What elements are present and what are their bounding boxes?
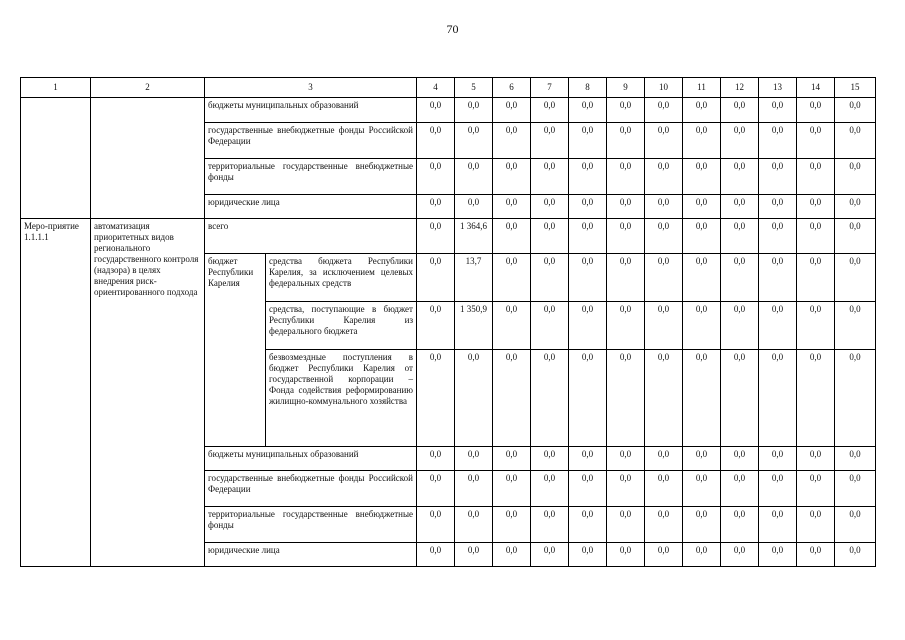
value-cell: 0,0: [455, 98, 493, 123]
value-cell: 0,0: [455, 471, 493, 507]
value-cell: 0,0: [531, 123, 569, 159]
value-cell: 0,0: [645, 98, 683, 123]
value-cell: 0,0: [835, 219, 876, 254]
value-cell: 0,0: [683, 302, 721, 350]
event-name: автоматизация приоритетных видов регионального государственного контроля (надзора) в целях внедрения риск-ориентированного подхода: [91, 219, 205, 567]
header-row: [21, 78, 876, 98]
value-cell: 0,0: [835, 254, 876, 302]
value-cell: 0,0: [645, 543, 683, 567]
value-cell: 0,0: [607, 254, 645, 302]
value-cell: 0,0: [569, 159, 607, 195]
empty-cell: [21, 98, 91, 219]
value-cell: 0,0: [683, 123, 721, 159]
value-cell: 0,0: [683, 543, 721, 567]
value-cell: 0,0: [607, 123, 645, 159]
column-header: 14: [797, 78, 835, 98]
value-cell: 0,0: [493, 159, 531, 195]
value-cell: 0,0: [797, 302, 835, 350]
value-cell: 0,0: [721, 302, 759, 350]
value-cell: 0,0: [607, 350, 645, 447]
value-cell: 0,0: [797, 123, 835, 159]
value-cell: 0,0: [721, 350, 759, 447]
value-cell: 0,0: [721, 507, 759, 543]
event-code: Меро-приятие 1.1.1.1: [21, 219, 91, 567]
row-label: бюджеты муниципальных образований: [205, 447, 417, 471]
column-header: 9: [607, 78, 645, 98]
value-cell: 0,0: [835, 471, 876, 507]
budget-table: [20, 77, 876, 567]
value-cell: 0,0: [607, 195, 645, 219]
value-cell: 0,0: [645, 350, 683, 447]
value-cell: 0,0: [455, 123, 493, 159]
value-cell: 0,0: [797, 219, 835, 254]
value-cell: 0,0: [759, 123, 797, 159]
value-cell: 0,0: [531, 543, 569, 567]
column-header: 3: [205, 78, 417, 98]
row-label: территориальные государственные внебюджетные фонды: [205, 159, 417, 195]
row-label: средства, поступающие в бюджет Республики Карелия из федерального бюджета: [266, 302, 417, 350]
value-cell: 0,0: [721, 447, 759, 471]
value-cell: 0,0: [683, 98, 721, 123]
value-cell: 0,0: [455, 507, 493, 543]
value-cell: 0,0: [569, 123, 607, 159]
value-cell: 0,0: [835, 123, 876, 159]
budget-group-label: бюджет Республики Карелия: [205, 254, 266, 447]
value-cell: 0,0: [645, 507, 683, 543]
row-label: государственные внебюджетные фонды Российской Федерации: [205, 123, 417, 159]
value-cell: 0,0: [569, 98, 607, 123]
value-cell: 0,0: [607, 507, 645, 543]
value-cell: 0,0: [531, 350, 569, 447]
value-cell: 0,0: [683, 447, 721, 471]
value-cell: 0,0: [797, 195, 835, 219]
column-header: 12: [721, 78, 759, 98]
column-header: 10: [645, 78, 683, 98]
value-cell: 0,0: [531, 98, 569, 123]
value-cell: 0,0: [569, 543, 607, 567]
value-cell: 0,0: [569, 195, 607, 219]
value-cell: 0,0: [417, 159, 455, 195]
column-header: 6: [493, 78, 531, 98]
value-cell: 0,0: [417, 471, 455, 507]
value-cell: 0,0: [645, 195, 683, 219]
value-cell: 0,0: [645, 471, 683, 507]
value-cell: 0,0: [417, 543, 455, 567]
value-cell: 0,0: [835, 350, 876, 447]
value-cell: 0,0: [759, 254, 797, 302]
value-cell: 0,0: [759, 350, 797, 447]
value-cell: 0,0: [531, 159, 569, 195]
value-cell: 0,0: [417, 98, 455, 123]
value-cell: 0,0: [607, 302, 645, 350]
value-cell: 0,0: [721, 471, 759, 507]
value-cell: 0,0: [721, 195, 759, 219]
value-cell: 0,0: [455, 447, 493, 471]
value-cell: 0,0: [493, 254, 531, 302]
row-label: бюджеты муниципальных образований: [205, 98, 417, 123]
value-cell: 0,0: [569, 350, 607, 447]
value-cell: 0,0: [721, 159, 759, 195]
value-cell: 0,0: [835, 159, 876, 195]
column-header: 8: [569, 78, 607, 98]
value-cell: 0,0: [417, 350, 455, 447]
column-header: 13: [759, 78, 797, 98]
value-cell: 0,0: [721, 98, 759, 123]
value-cell: 0,0: [835, 447, 876, 471]
value-cell: 0,0: [417, 254, 455, 302]
value-cell: 0,0: [797, 447, 835, 471]
value-cell: 1 364,6: [455, 219, 493, 254]
value-cell: 0,0: [759, 195, 797, 219]
value-cell: 0,0: [683, 254, 721, 302]
value-cell: 0,0: [493, 123, 531, 159]
value-cell: 0,0: [607, 447, 645, 471]
value-cell: 0,0: [645, 447, 683, 471]
value-cell: 0,0: [759, 302, 797, 350]
value-cell: 0,0: [417, 123, 455, 159]
value-cell: 0,0: [645, 159, 683, 195]
value-cell: 0,0: [835, 195, 876, 219]
column-header: 5: [455, 78, 493, 98]
value-cell: 0,0: [721, 123, 759, 159]
row-label: юридические лица: [205, 543, 417, 567]
value-cell: 0,0: [569, 219, 607, 254]
value-cell: 0,0: [417, 302, 455, 350]
column-header: 15: [835, 78, 876, 98]
value-cell: 0,0: [835, 507, 876, 543]
value-cell: 0,0: [683, 195, 721, 219]
value-cell: 0,0: [645, 123, 683, 159]
value-cell: 0,0: [493, 350, 531, 447]
value-cell: 0,0: [607, 471, 645, 507]
row-label: всего: [205, 219, 417, 254]
value-cell: 0,0: [607, 543, 645, 567]
value-cell: 0,0: [493, 98, 531, 123]
value-cell: 0,0: [531, 447, 569, 471]
value-cell: 0,0: [569, 447, 607, 471]
value-cell: 0,0: [797, 543, 835, 567]
value-cell: 0,0: [493, 195, 531, 219]
value-cell: 0,0: [835, 302, 876, 350]
value-cell: 0,0: [797, 254, 835, 302]
value-cell: 0,0: [531, 471, 569, 507]
value-cell: 0,0: [759, 471, 797, 507]
value-cell: 0,0: [759, 159, 797, 195]
value-cell: 0,0: [797, 471, 835, 507]
table-row: [21, 98, 876, 123]
row-label: юридические лица: [205, 195, 417, 219]
value-cell: 0,0: [759, 447, 797, 471]
value-cell: 0,0: [531, 302, 569, 350]
column-header: 2: [91, 78, 205, 98]
value-cell: 0,0: [417, 195, 455, 219]
value-cell: 0,0: [455, 350, 493, 447]
value-cell: 0,0: [645, 219, 683, 254]
value-cell: 13,7: [455, 254, 493, 302]
value-cell: 0,0: [683, 507, 721, 543]
value-cell: 0,0: [531, 254, 569, 302]
value-cell: 0,0: [531, 195, 569, 219]
value-cell: 0,0: [417, 219, 455, 254]
row-label: государственные внебюджетные фонды Российской Федерации: [205, 471, 417, 507]
value-cell: 0,0: [607, 219, 645, 254]
value-cell: 0,0: [759, 507, 797, 543]
column-header: 7: [531, 78, 569, 98]
value-cell: 0,0: [493, 447, 531, 471]
row-label: средства бюджета Республики Карелия, за исключением целевых федеральных средств: [266, 254, 417, 302]
value-cell: 0,0: [759, 543, 797, 567]
value-cell: 0,0: [759, 98, 797, 123]
value-cell: 0,0: [759, 219, 797, 254]
row-label: безвозмездные поступления в бюджет Республики Карелия от государственной корпорации – Фонда содействия реформированию жилищно-коммунального хозяйства: [266, 350, 417, 447]
value-cell: 0,0: [531, 219, 569, 254]
value-cell: 0,0: [645, 254, 683, 302]
value-cell: 0,0: [493, 543, 531, 567]
value-cell: 0,0: [683, 471, 721, 507]
value-cell: 0,0: [721, 219, 759, 254]
row-label: территориальные государственные внебюджетные фонды: [205, 507, 417, 543]
column-header: 1: [21, 78, 91, 98]
value-cell: 0,0: [417, 507, 455, 543]
page-number: 70: [446, 22, 459, 36]
value-cell: 0,0: [797, 159, 835, 195]
value-cell: 0,0: [455, 543, 493, 567]
value-cell: 0,0: [797, 98, 835, 123]
value-cell: 0,0: [569, 507, 607, 543]
value-cell: 0,0: [493, 471, 531, 507]
value-cell: 0,0: [607, 98, 645, 123]
value-cell: 0,0: [493, 302, 531, 350]
value-cell: 0,0: [797, 350, 835, 447]
table-row: [21, 219, 876, 254]
value-cell: 0,0: [607, 159, 645, 195]
value-cell: 0,0: [569, 471, 607, 507]
column-header: 11: [683, 78, 721, 98]
value-cell: 0,0: [493, 507, 531, 543]
value-cell: 1 350,9: [455, 302, 493, 350]
value-cell: 0,0: [683, 350, 721, 447]
value-cell: 0,0: [493, 219, 531, 254]
value-cell: 0,0: [683, 159, 721, 195]
value-cell: 0,0: [531, 507, 569, 543]
value-cell: 0,0: [455, 159, 493, 195]
value-cell: 0,0: [569, 302, 607, 350]
value-cell: 0,0: [721, 254, 759, 302]
value-cell: 0,0: [417, 447, 455, 471]
value-cell: 0,0: [835, 543, 876, 567]
column-header: 4: [417, 78, 455, 98]
value-cell: 0,0: [455, 195, 493, 219]
value-cell: 0,0: [721, 543, 759, 567]
empty-cell: [91, 98, 205, 219]
value-cell: 0,0: [645, 302, 683, 350]
value-cell: 0,0: [569, 254, 607, 302]
value-cell: 0,0: [797, 507, 835, 543]
value-cell: 0,0: [835, 98, 876, 123]
value-cell: 0,0: [683, 219, 721, 254]
